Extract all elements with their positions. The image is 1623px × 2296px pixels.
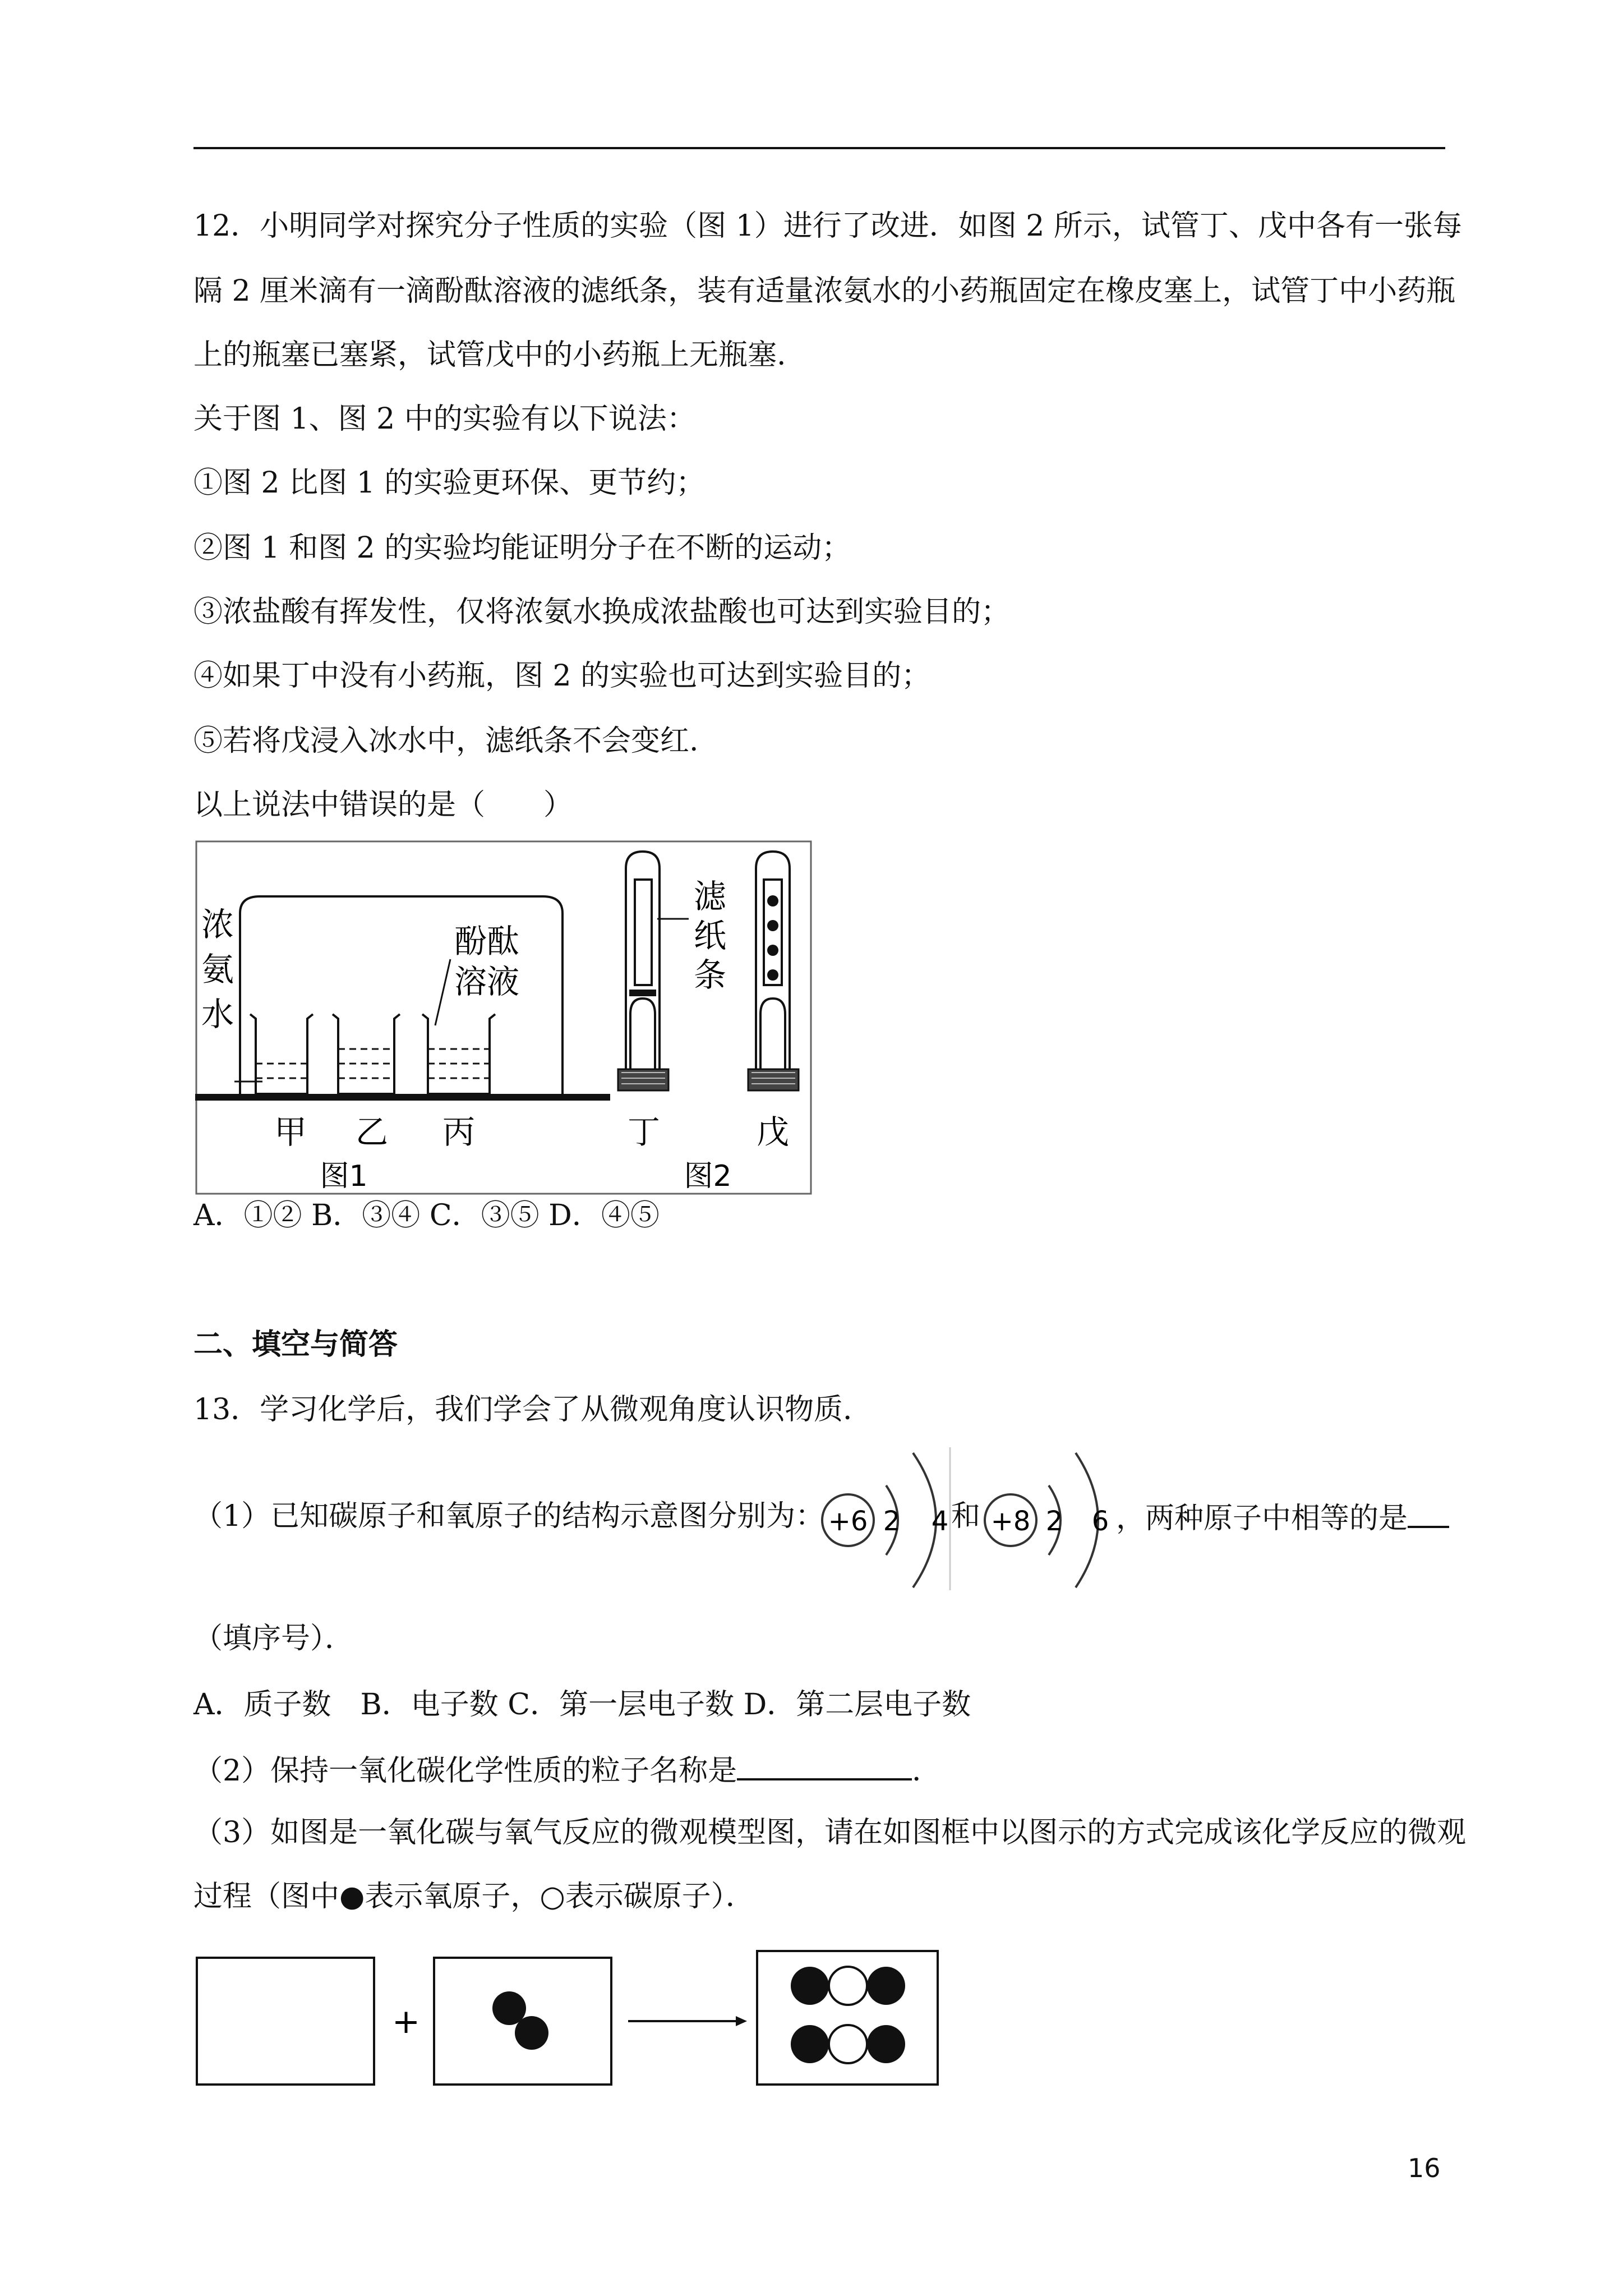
label-ammonia-2: 氨 — [201, 950, 234, 988]
label-fig1: 图1 — [320, 1159, 368, 1193]
q13-part1-before: （1）已知碳原子和氧原子的结构示意图分别为： — [193, 1499, 825, 1533]
carbon-nucleus: +6 — [828, 1506, 868, 1537]
label-filter-1: 滤 — [693, 877, 727, 915]
q12-statement-1: ①图 2 比图 1 的实验更环保、更节约； — [193, 466, 706, 500]
reaction-model-figure — [195, 1945, 941, 2091]
q12-options: A．①② B．③④ C．③⑤ D．④⑤ — [193, 1199, 660, 1232]
q12-experiment-figure — [195, 840, 812, 1195]
empty-reactant-box[interactable] — [197, 1958, 374, 2085]
plus-sign: + — [391, 2002, 421, 2041]
label-phenolphthalein-1: 酚酞 — [454, 922, 520, 960]
q13-part2-end: ． — [912, 1754, 942, 1788]
q13-part3-line-2: 过程（图中●表示氧原子，○表示碳原子）． — [193, 1880, 755, 1913]
label-ding: 丁 — [627, 1113, 661, 1151]
q13-part1-and: 和 — [951, 1499, 981, 1533]
oxygen-nucleus: +8 — [990, 1506, 1031, 1537]
label-ammonia-1: 浓 — [201, 905, 234, 944]
label-yi: 乙 — [355, 1113, 389, 1151]
q13-part1-after-text: ，两种原子中相等的是 — [1116, 1502, 1408, 1535]
q12-line-2: 隔 2 厘米滴有一滴酚酞溶液的滤纸条，装有适量浓氨水的小药瓶固定在橡皮塞上，试管丁中小药瓶 — [193, 274, 1456, 308]
q12-statement-5: ⑤若将戊浸入冰水中，滤纸条不会变红. — [193, 724, 699, 758]
label-ammonia-3: 水 — [201, 995, 234, 1033]
label-phenolphthalein-2: 溶液 — [454, 963, 520, 1001]
label-fig2: 图2 — [684, 1159, 732, 1193]
q13-part3-line-1: （3）如图是一氧化碳与氧气反应的微观模型图，请在如图框中以图示的方式完成该化学反应的微观 — [193, 1816, 1467, 1849]
q12-intro: 关于图 1、图 2 中的实验有以下说法： — [193, 402, 696, 436]
label-jia: 甲 — [274, 1113, 307, 1151]
oxygen-shell-1: 2 — [1045, 1506, 1063, 1537]
q13-part2-answer-blank[interactable] — [737, 1750, 912, 1780]
q12-ask: 以上说法中错误的是（ ） — [193, 788, 573, 822]
label-wu: 戊 — [756, 1113, 790, 1151]
oxygen-atom-diagram — [979, 1447, 1114, 1593]
label-filter-3: 条 — [693, 956, 727, 994]
page-number: 16 — [1408, 2153, 1441, 2183]
q13-stem: 13．学习化学后，我们学会了从微观角度认识物质． — [193, 1393, 873, 1427]
q12-statement-2: ②图 1 和图 2 的实验均能证明分子在不断的运动； — [193, 531, 851, 565]
carbon-shell-1: 2 — [883, 1506, 901, 1537]
q12-statement-4: ④如果丁中没有小药瓶，图 2 的实验也可达到实验目的； — [193, 659, 931, 693]
q12-line-1: 12．小明同学对探究分子性质的实验（图 1）进行了改进．如图 2 所示，试管丁、戊中各有一张每 — [193, 209, 1462, 243]
q13-part1-fill: （填序号）． — [193, 1622, 354, 1655]
header-rule — [193, 147, 1445, 149]
q13-part2 — [193, 1750, 941, 1789]
q13-part1-answer-blank[interactable] — [1408, 1498, 1449, 1528]
carbon-atom-diagram — [813, 1447, 953, 1593]
q12-statement-3: ③浓盐酸有挥发性，仅将浓氨水换成浓盐酸也可达到实验目的； — [193, 595, 1011, 629]
section-2-title: 二、填空与简答 — [193, 1328, 398, 1361]
label-filter-2: 纸 — [693, 917, 727, 955]
carbon-shell-2: 4 — [931, 1506, 949, 1537]
label-bing: 丙 — [442, 1113, 476, 1151]
oxygen-shell-2: 6 — [1091, 1506, 1109, 1537]
q13-part1-options: A．质子数 B．电子数 C．第一层电子数 D．第二层电子数 — [193, 1688, 971, 1722]
q13-part1-after — [1116, 1498, 1449, 1537]
q12-line-3: 上的瓶塞已塞紧，试管戊中的小药瓶上无瓶塞. — [193, 338, 786, 372]
q13-part2-text: （2）保持一氧化碳化学性质的粒子名称是 — [193, 1754, 737, 1788]
